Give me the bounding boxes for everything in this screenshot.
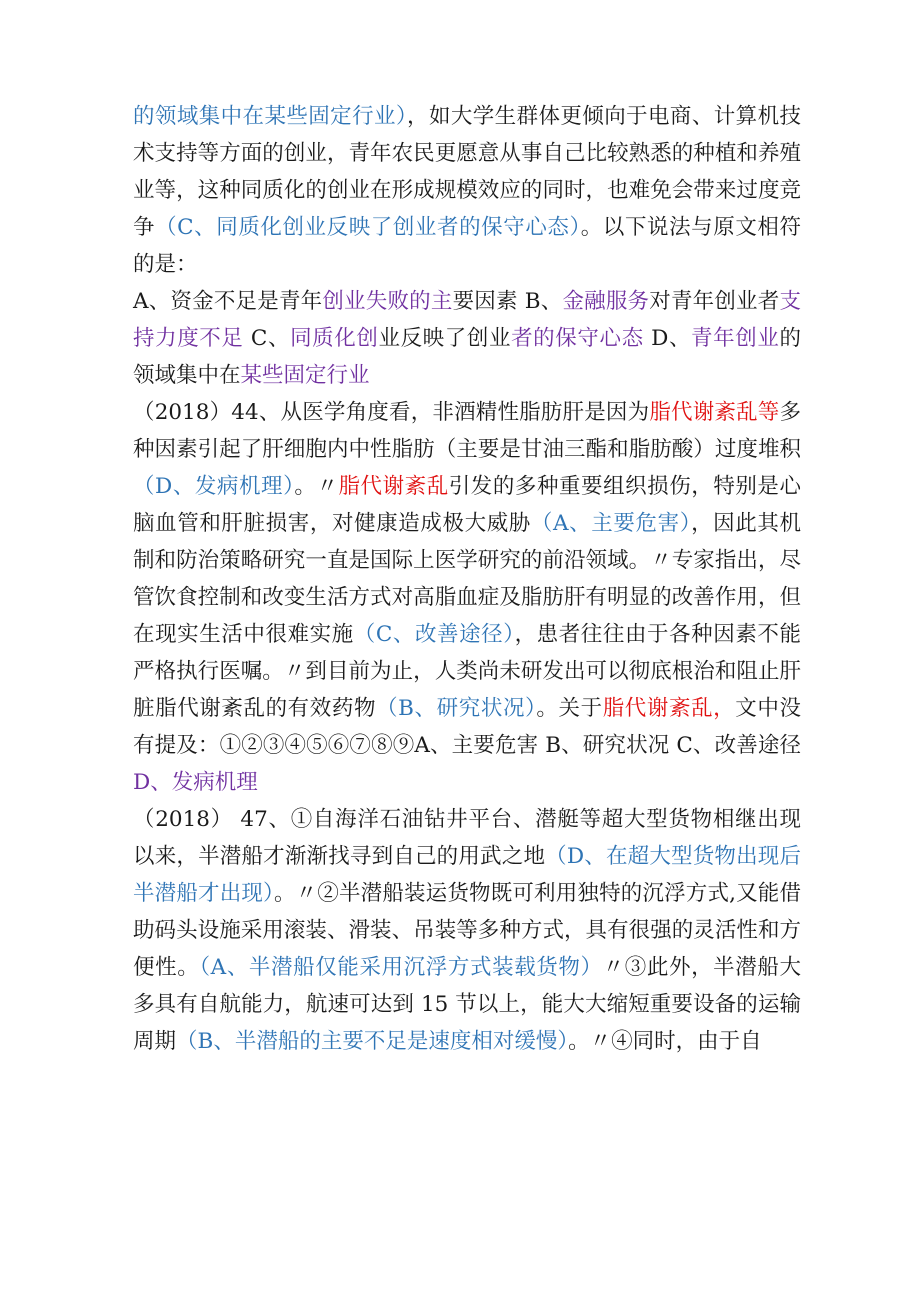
text-run: 。〃②半潜船装运货物既可利用独特的沉浮方式,又能借助码头设施采用滚装、滑装、吊装等多种方式，具有很强的灵活性和方便性。 xyxy=(133,881,801,980)
text-run: 文中没有提及：①②③④⑤⑥⑦⑧⑨A、主要危害 B、研究状况 C、改善途径 xyxy=(133,696,801,758)
text-run: （B、半潜船的主要不足是速度相对缓慢） xyxy=(176,1029,569,1054)
text-run: ，如大学生群体更倾向于电商、计算机技术支持等方面的创业，青年农民更愿意从事自己比较熟悉的种植和养殖业等，这种同质化的创业在形成规模效应的同时，也难免会带来过度竞争 xyxy=(133,104,801,240)
text-run: 。以下说法与原文相符的是： xyxy=(133,215,801,277)
text-run: 对青年创业者 xyxy=(649,289,780,314)
text-run: 引发的多种重要组织损伤，特别是心脑血管和肝脏损害，对健康造成极大威胁 xyxy=(133,474,801,536)
text-run: 某些固定行业 xyxy=(240,363,370,388)
text-run: ，患者往往由于各种因素不能严格执行医嘱。〃到目前为止，人类尚未研发出可以彻底根治和阻止肝脏脂代谢紊乱的有效药物 xyxy=(133,622,801,721)
text-run: （C、同质化创业反映了创业者的保守心态） xyxy=(155,215,581,240)
text-run: ，因此其机制和防治策略研究一直是国际上医学研究的前沿领域。〃专家指出，尽管饮食控制和改变生活方式对高脂血症及脂肪肝有明显的改善作用，但在现实生活中很难实施 xyxy=(133,511,801,647)
text-run: 青年创业 xyxy=(691,326,780,351)
text-run: 〃③此外，半潜船大多具有自航能力，航速可达到 15 节以上，能大大缩短重要设备的运输周期 xyxy=(133,955,801,1054)
text-run: （D、在超大型货物出现后半潜船才出现） xyxy=(133,844,801,906)
text-run: 同质化创 xyxy=(290,326,379,351)
text-run: （B、研究状况） xyxy=(376,696,537,721)
text-run: 。〃④同时，由于自 xyxy=(568,1029,762,1054)
text-run: A、资金不足是青年 xyxy=(133,289,323,314)
text-run: D、 xyxy=(643,326,692,351)
text-run: 脂代谢紊乱等 xyxy=(649,400,780,425)
text-run: 。〃 xyxy=(294,474,339,499)
text-run: 业反映了创业 xyxy=(378,326,512,351)
text-run: 的领域集中在 xyxy=(133,326,801,388)
text-run: 脂代谢紊乱 xyxy=(338,474,449,499)
text-run: 。关于 xyxy=(536,696,603,721)
text-run: 脂代谢紊乱， xyxy=(602,696,736,721)
text-run: 的领域集中在某些固定行业） xyxy=(133,104,408,129)
document-page xyxy=(133,98,801,1060)
text-run: 多种因素引起了肝细胞内中性脂肪（主要是甘油三酯和脂肪酸）过度堆积 xyxy=(133,400,801,462)
text-run: （2018） 47、①自海洋石油钻井平台、潜艇等超大型货物相继出现以来，半潜船才渐渐找寻到自己的用武之地 xyxy=(133,807,801,869)
paragraph-4-question-47 xyxy=(133,801,801,1060)
text-run: （D、发病机理） xyxy=(133,474,295,499)
text-run: 金融服务 xyxy=(562,289,650,314)
text-run: （A、主要危害） xyxy=(530,511,692,536)
text-run: 支持力度不足 xyxy=(133,289,801,351)
text-run: D、发病机理 xyxy=(133,770,258,795)
text-run: （C、改善途径） xyxy=(353,622,515,647)
text-run: 者的保守心态 xyxy=(511,326,644,351)
paragraph-3-question-44 xyxy=(133,394,801,801)
text-run: 要因素 B、 xyxy=(452,289,563,314)
text-run: 创业失败的主 xyxy=(322,289,453,314)
text-run: C、 xyxy=(243,326,291,351)
text-run: （A、半潜船仅能采用沉浮方式装载货物） xyxy=(199,955,603,980)
paragraph-1 xyxy=(133,98,801,283)
text-run: （2018）44、从医学角度看，非酒精性脂肪肝是因为 xyxy=(133,400,650,425)
paragraph-2-options xyxy=(133,283,801,394)
